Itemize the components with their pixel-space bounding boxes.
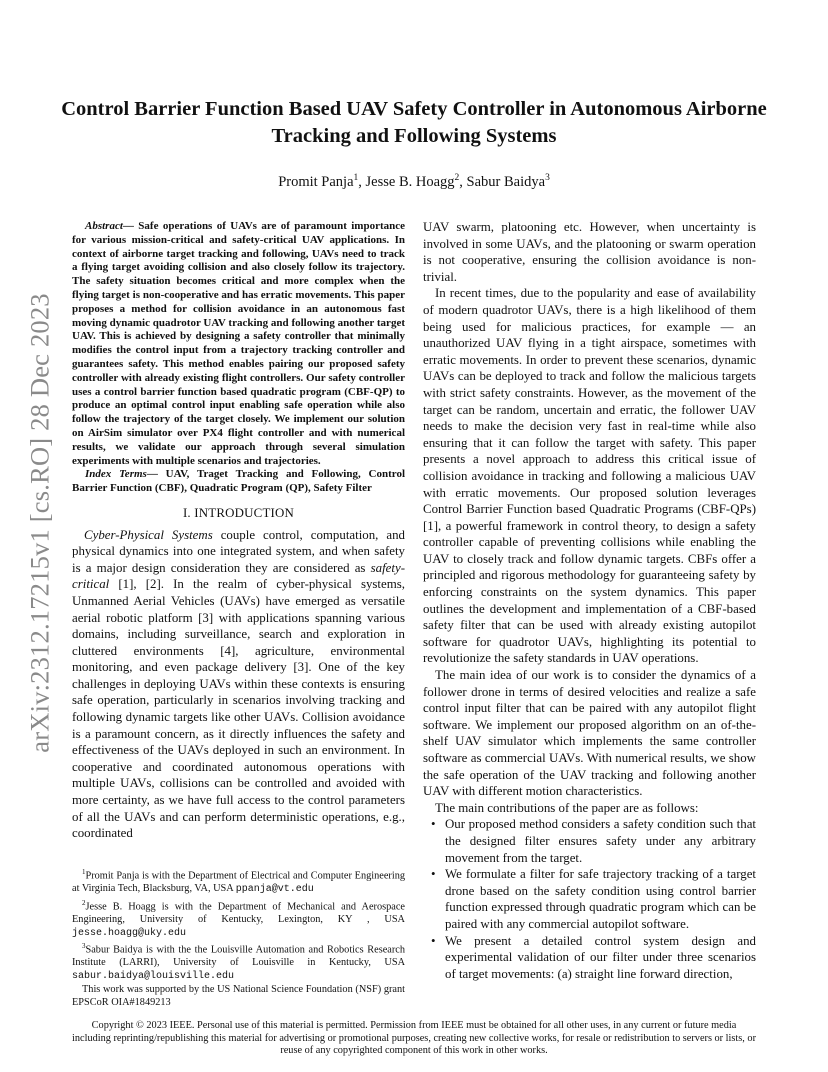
footnote-email: sabur.baidya@louisville.edu bbox=[72, 971, 235, 983]
paragraph-motivation: In recent times, due to the popularity and ease of availability of modern quadrotor UAVs, there is a high likelihood of them being used for malicious practices, for example — an unauthorized UAV flying in a tight airspace, sometimes with erratic movements. In order to prevent these scenarios, dynamic UAVs can be deployed to track and follow the malicious targets with strict safety constraints. However, as the movement of the target can be random, uncertain and erratic, the follower UAV needs to make the decision very fast in real-time while also ensuring that it can follow the target with safety. This paper presents a novel approach to address this critical issue of collision avoidance in tracking and following a malicious UAV with erratic movements. Our proposed solution leverages Control Barrier Function based Quadratic Programs (CBF-QPs) [1], a powerful framework in control theory, to design a safety controller capable of preventing collisions while enabling the UAV to closely track and follow dynamic targets. CBFs offer a principled and rigorous methodology for guaranteeing safety by enforcing constraints on the system dynamics. This paper outlines the development and implementation of a CBF-based safety filter that can be used with already existing autopilot software for quadrotor UAVs, highlighting its potential to revolutionize the safety standards in UAV operations. bbox=[423, 286, 756, 666]
footnote-email: ppanja@vt.edu bbox=[235, 884, 314, 896]
footnote-text: Sabur Baidya is with the the Louisville Automation and Robotics Research Institute (LARRI), University of Louisville in Kentucky, USA bbox=[72, 944, 405, 969]
intro-text-b: [1], [2]. In the realm of cyber-physical systems, Unmanned Aerial Vehicles (UAVs) have emerged as versatile aerial robotic platform [3] with applications spanning various domains, including surveillance, search and exploration in cluttered environments [4], agriculture, environmental monitoring, and even package delivery [3]. One of the key challenges in deploying UAVs within these contexts is ensuring safe operation, particularly in scenarios involving tracking and following dynamic targets like other UAVs. Collision avoidance is a paramount concern, as it directly influences the safety and effectiveness of the UAVs deployed in such an environment. In cooperative and coordinated autonomous operations with multiple UAVs, collisions can be controlled and avoided with more certainty, as we have full access to the control parameters of all the UAVs and can perform deterministic operations, e.g., coordinated bbox=[72, 577, 405, 841]
author-affiliation-mark: 2 bbox=[454, 173, 460, 183]
footnote-2 bbox=[72, 897, 405, 941]
footnote-3 bbox=[72, 940, 405, 984]
index-terms bbox=[72, 468, 405, 496]
footnote-text: Jesse B. Hoagg is with the Department of Mechanical and Aerospace Engineering, University of Kentucky, Lexington, KY , USA bbox=[72, 901, 405, 925]
arxiv-side-identifier bbox=[20, 285, 60, 760]
paper-title: Control Barrier Function Based UAV Safety Controller in Autonomous Airborne Tracking and Following Systems bbox=[61, 98, 767, 147]
index-terms-label: Index Terms bbox=[85, 468, 147, 481]
contributions-list bbox=[423, 816, 756, 982]
contribution-item: • We present a detailed control system design and experimental validation of our filter under three scenarios of target movements: (a) straight line forward direction, bbox=[445, 933, 756, 983]
abstract-label: Abstract bbox=[85, 220, 123, 232]
arxiv-identifier-text: arXiv:2312.17215v1 [cs.RO] 28 Dec 2023 bbox=[24, 292, 55, 753]
author-affiliation-mark: 3 bbox=[545, 173, 550, 183]
author-separator: , bbox=[459, 173, 467, 190]
intro-text-a: couple control, computation, and physical dynamics into one integrated system, and when safety is a major design consideration they are considered as bbox=[72, 527, 405, 575]
contribution-item: • Our proposed method considers a safety condition such that the designed filter ensures safety under any arbitrary movement from the target. bbox=[445, 816, 756, 866]
footnote-mark: 3 bbox=[82, 942, 86, 951]
funding-note: This work was supported by the US National Science Foundation (NSF) grant EPSCoR OIA#1849213 bbox=[72, 983, 405, 1008]
copyright-notice: Copyright © 2023 IEEE. Personal use of this material is permitted. Permission from IEEE must be obtained for all other uses, in any current or future media including reprinting/republishing this material for advertising or promotional purposes, creating new collective works, for resale or redistribution to servers or lists, or reuse of any copyrighted component of this work in other works. bbox=[72, 1020, 757, 1056]
paragraph-main-idea: The main idea of our work is to consider the dynamics of a follower drone in terms of desired velocities and realize a safe control input filter that can be paired with any autopilot flight software. We implement our proposed algorithm on an of-the-shelf UAV simulator which implements the same controller software as commercial UAVs. With numerical results, we show the safe operation of the UAV tracking and following another UAV with different motion characteristics. bbox=[423, 668, 756, 799]
right-column bbox=[423, 219, 756, 982]
author-line bbox=[60, 173, 768, 191]
footnote-email: jesse.hoagg@uky.edu bbox=[72, 927, 187, 939]
footnote-mark: 1 bbox=[82, 868, 86, 876]
paragraph-contributions-intro: The main contributions of the paper are as follows: bbox=[435, 800, 699, 815]
author-name: Sabur Baidya bbox=[466, 173, 546, 190]
author-name: Promit Panja bbox=[278, 173, 354, 190]
author-affiliation-mark: 1 bbox=[353, 173, 359, 183]
abstract-dash: — bbox=[122, 220, 139, 232]
section-heading-introduction: I. INTRODUCTION bbox=[182, 505, 295, 520]
footnotes bbox=[72, 866, 405, 1009]
author-separator: , bbox=[358, 173, 366, 190]
contribution-item: • We formulate a filter for safe trajectory tracking of a target drone based on the safety condition using control barrier function expressed through quadratic program which can be paired with any commercial autopilot software. bbox=[445, 866, 756, 932]
abstract bbox=[72, 220, 405, 468]
footnote-1 bbox=[72, 866, 405, 897]
index-terms-dash: — bbox=[146, 468, 166, 481]
author-name: Jesse B. Hoagg bbox=[365, 173, 455, 190]
left-column bbox=[72, 220, 405, 842]
abstract-text: Safe operations of UAVs are of paramount importance for various mission-critical and safety-critical UAV applications. In context of airborne target tracking and following, UAVs need to track a flying target avoiding collision and also closely follow its trajectory. The safety situation becomes critical and more complex when the flying target is non-cooperative and has erratic movements. This paper proposes a method for collision avoidance in an autonomous fast moving dynamic quadrotor UAV tracking and following another target UAV. This is achieved by designing a safety controller that minimally modifies the control input from a trajectory tracking controller and guarantees safety. This method enables pairing our proposed safety controller with already existing flight controllers. Our safety controller uses a control barrier function based quadratic program (CBF-QP) to produce an optimal control input enabling safe operation while also follow the trajectory of the target closely. We implement our solution on AirSim simulator over PX4 flight controller and with numerical results, we validate our approach through several simulation experiments with multiple scenarios and trajectories. bbox=[72, 220, 406, 467]
footnote-mark: 2 bbox=[82, 898, 86, 907]
paragraph-continuation: UAV swarm, platooning etc. However, when uncertainty is involved in some UAVs, and the platooning or swarm operation is not cooperative, ensuring the collision avoidance is non-trivial. bbox=[423, 220, 756, 284]
footnote-text: Promit Panja is with the Department of Electrical and Computer Engineering at Virginia Tech, Blacksburg, VA, USA bbox=[72, 870, 405, 895]
intro-lead-term: Cyber-Physical Systems bbox=[84, 527, 213, 542]
index-terms-text: UAV, Traget Tracking and Following, Control Barrier Function (CBF), Quadratic Program (QP), Safety Filter bbox=[72, 468, 405, 495]
intro-paragraph bbox=[72, 527, 405, 842]
intro-emphasis: safety-critical bbox=[72, 560, 405, 592]
